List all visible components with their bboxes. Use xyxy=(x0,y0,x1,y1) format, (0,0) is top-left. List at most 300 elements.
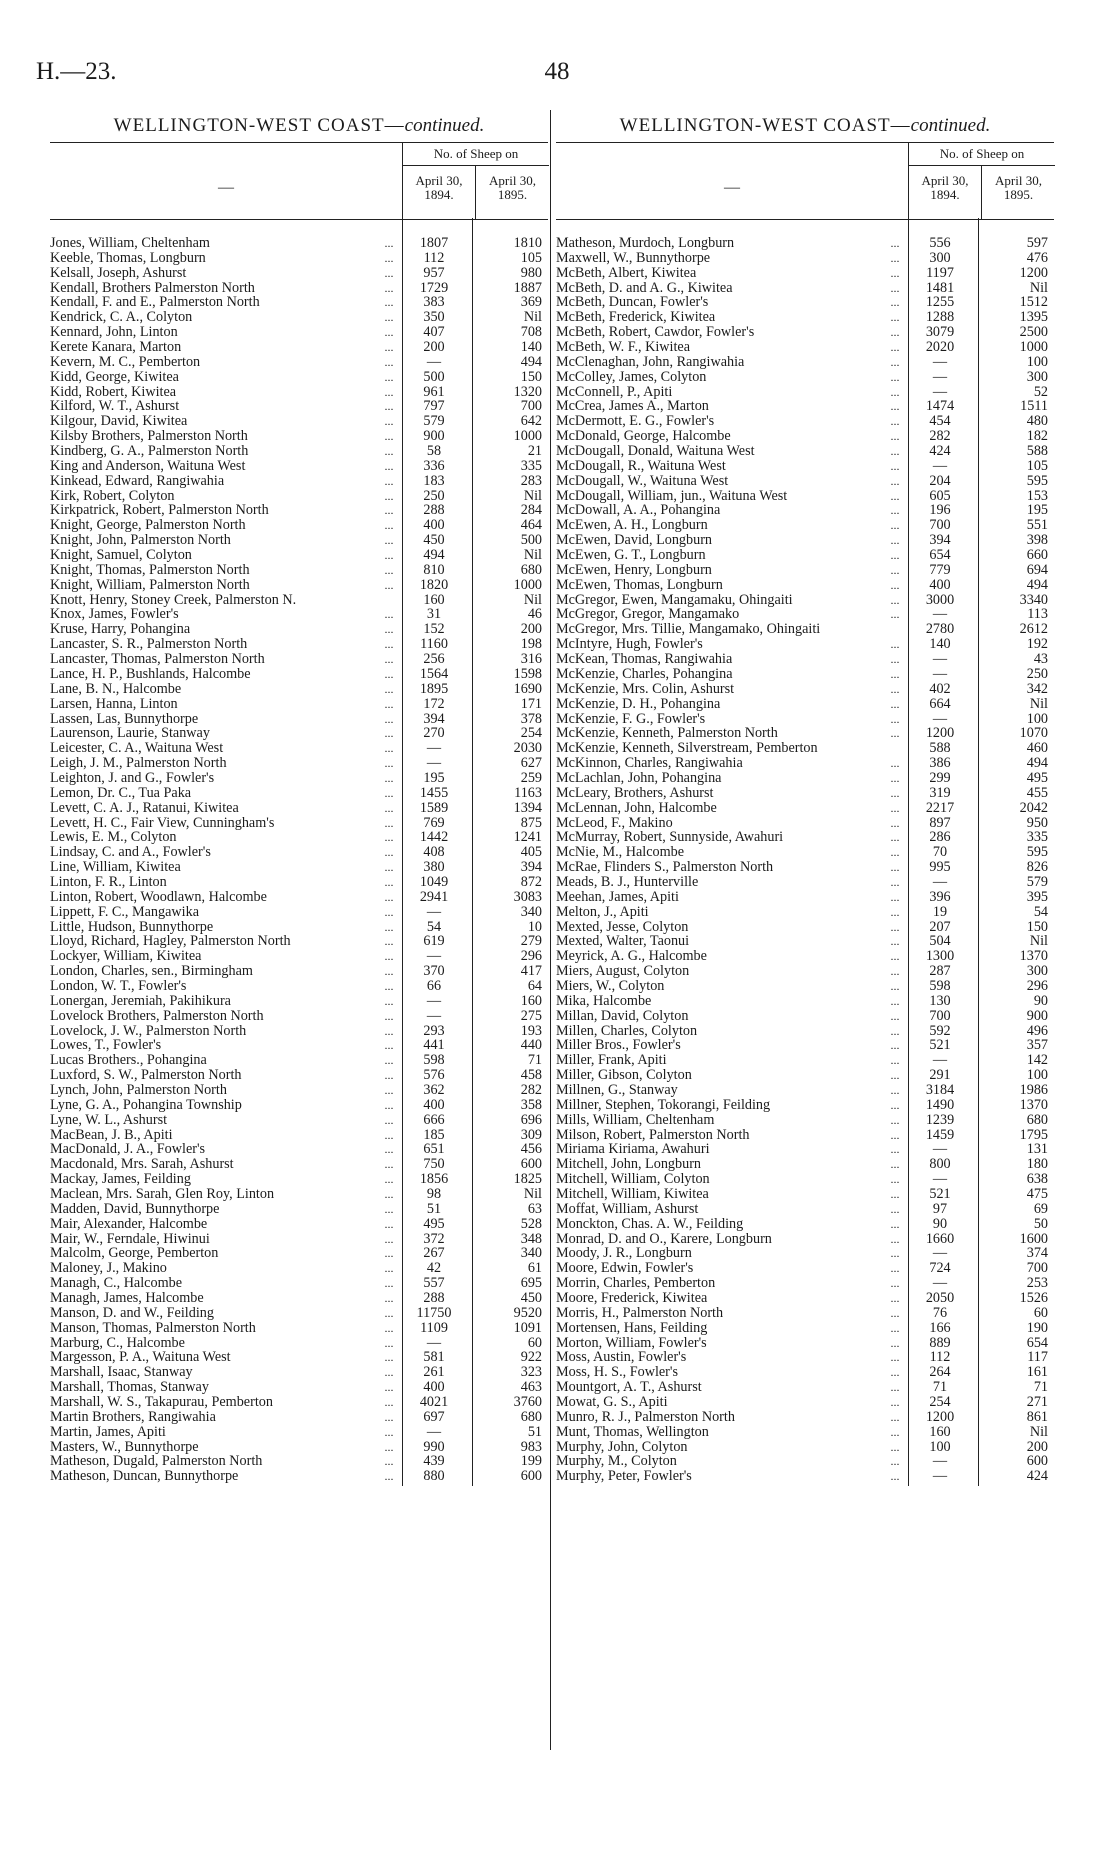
owner-name: Kilford, W. T., Ashurst xyxy=(50,399,180,415)
leader-dots: ... xyxy=(384,280,394,295)
leader-dots: ... xyxy=(384,369,394,384)
table-row xyxy=(556,1365,1054,1380)
sheep-1894: — xyxy=(932,1171,948,1188)
owner-name: Lippett, F. C., Mangawika xyxy=(50,904,199,920)
owner-name: Leicester, C. A., Waituna West xyxy=(50,741,224,757)
owner-name: Knight, Thomas, Palmerston North xyxy=(50,562,250,578)
owner-name: McLeod, F., Makino xyxy=(556,815,673,831)
sheep-1894: 407 xyxy=(423,324,445,341)
owner-name: Morton, William, Fowler's xyxy=(556,1335,707,1351)
table-row xyxy=(50,340,548,355)
table-row xyxy=(50,1038,548,1053)
owner-name: McKenzie, Mrs. Colin, Ashurst xyxy=(556,681,735,697)
sheep-1894: 724 xyxy=(929,1260,951,1277)
sheep-1894: 19 xyxy=(932,903,948,920)
sheep-1895: 3083 xyxy=(513,888,542,905)
table-row xyxy=(50,414,548,429)
owner-name: McEwen, Thomas, Longburn xyxy=(556,577,723,593)
leader-dots: ... xyxy=(384,1008,394,1023)
sheep-1894: 293 xyxy=(423,1022,445,1039)
owner-name: Jones, William, Cheltenham xyxy=(50,236,210,251)
sheep-1895: 3760 xyxy=(513,1394,542,1411)
owner-name: Murphy, John, Colyton xyxy=(556,1439,688,1455)
sheep-1895: 1511 xyxy=(1020,398,1048,415)
leader-dots: ... xyxy=(890,830,900,845)
sheep-1894: 3184 xyxy=(925,1081,955,1098)
table-row xyxy=(50,1350,548,1365)
sheep-1895: 1091 xyxy=(513,1319,542,1336)
sheep-1895: Nil xyxy=(1029,695,1048,712)
sheep-1895: 342 xyxy=(1026,680,1048,697)
owner-name: Maclean, Mrs. Sarah, Glen Roy, Linton xyxy=(50,1187,275,1202)
sheep-1894: — xyxy=(426,992,442,1009)
sheep-1895: 1163 xyxy=(514,784,542,801)
leader-dots: ... xyxy=(890,1216,900,1231)
leader-dots: ... xyxy=(890,1469,900,1484)
table-row xyxy=(556,1009,1054,1024)
owner-name: Maloney, J., Makino xyxy=(50,1261,167,1277)
leader-dots: ... xyxy=(384,1335,394,1350)
owner-name: Lowes, T., Fowler's xyxy=(50,1038,162,1054)
col-1894-header: April 30, 1894. xyxy=(921,173,969,202)
owner-name: Mexted, Jesse, Colyton xyxy=(556,919,689,935)
sheep-1895: 271 xyxy=(1026,1394,1048,1411)
sheep-1894: 2050 xyxy=(925,1290,955,1307)
sheep-1894: 58 xyxy=(426,443,442,460)
leader-dots: ... xyxy=(384,1127,394,1142)
owner-name: Lancaster, Thomas, Palmerston North xyxy=(50,652,265,667)
owner-name: Miller, Gibson, Colyton xyxy=(556,1068,692,1083)
sheep-1894: — xyxy=(932,710,948,727)
leader-dots: ... xyxy=(890,458,900,473)
leader-dots: ... xyxy=(384,1157,394,1172)
table-row xyxy=(556,1425,1054,1440)
leader-dots: ... xyxy=(384,860,394,875)
leader-dots: ... xyxy=(890,964,900,979)
sheep-1894: 1200 xyxy=(925,1408,955,1425)
sheep-1894: 1109 xyxy=(420,1319,448,1336)
column-rule xyxy=(978,218,979,1486)
sheep-1895: 54 xyxy=(1033,903,1048,920)
owner-name: Larsen, Hanna, Linton xyxy=(50,696,178,712)
table-row xyxy=(50,518,548,533)
sheep-1895: 826 xyxy=(1026,859,1048,876)
table-row xyxy=(50,1410,548,1425)
table-row xyxy=(556,474,1054,489)
sheep-1895: Nil xyxy=(523,309,542,326)
table-row xyxy=(50,667,548,682)
sheep-1895: 100 xyxy=(1026,1067,1048,1084)
sheep-1894: 1160 xyxy=(420,636,448,653)
owner-name: Kirk, Robert, Colyton xyxy=(50,488,175,504)
table-body xyxy=(556,236,1054,1484)
leader-dots: ... xyxy=(384,1068,394,1083)
table-row xyxy=(50,622,548,637)
table-row xyxy=(50,1321,548,1336)
sheep-1894: 1459 xyxy=(925,1126,955,1143)
owner-name: Leighton, J. and G., Fowler's xyxy=(50,770,215,786)
sheep-1894: 880 xyxy=(423,1468,445,1485)
sheep-1895: 872 xyxy=(520,873,542,890)
owner-name: McClenaghan, John, Rangiwahia xyxy=(556,354,745,370)
owner-name: Morrin, Charles, Pemberton xyxy=(556,1276,716,1292)
sheep-1895: 3340 xyxy=(1019,591,1048,608)
table-row xyxy=(556,1053,1054,1068)
sheep-1894: 521 xyxy=(929,1037,951,1054)
leader-dots: ... xyxy=(890,265,900,280)
owner-name: Mitchell, William, Kiwitea xyxy=(556,1187,709,1202)
leader-dots: ... xyxy=(384,1395,394,1410)
sheep-1895: 105 xyxy=(520,249,542,266)
table-row xyxy=(556,266,1054,281)
table-body xyxy=(50,236,548,1484)
sheep-1894: 454 xyxy=(929,413,951,430)
table-row xyxy=(556,994,1054,1009)
col-1894-header: April 30, 1894. xyxy=(415,173,463,202)
leader-dots: ... xyxy=(384,265,394,280)
name-column-header: — xyxy=(218,179,234,196)
table-row xyxy=(50,370,548,385)
table-row xyxy=(50,1009,548,1024)
sheep-1895: 9520 xyxy=(513,1304,542,1321)
sheep-1894: 556 xyxy=(929,235,951,251)
table-row xyxy=(556,607,1054,622)
table-row xyxy=(556,385,1054,400)
leader-dots: ... xyxy=(384,503,394,518)
sheep-1895: 340 xyxy=(520,903,542,920)
sheep-1894: 424 xyxy=(929,443,951,460)
sheep-1895: 708 xyxy=(520,324,542,341)
sheep-1894: — xyxy=(932,1468,948,1485)
owner-name: Monrad, D. and O., Karere, Longburn xyxy=(556,1231,772,1247)
owner-name: Madden, David, Bunnythorpe xyxy=(50,1201,220,1217)
table-row xyxy=(50,325,548,340)
leader-dots: ... xyxy=(890,874,900,889)
leader-dots: ... xyxy=(890,1350,900,1365)
sheep-1895: 300 xyxy=(1026,963,1048,980)
sheep-1895: 160 xyxy=(520,992,542,1009)
table-row xyxy=(50,756,548,771)
leader-dots: ... xyxy=(890,1305,900,1320)
leader-dots: ... xyxy=(890,562,900,577)
leader-dots: ... xyxy=(890,756,900,771)
sheep-1895: 1200 xyxy=(1019,264,1048,281)
table-row xyxy=(556,340,1054,355)
sheep-1895: 551 xyxy=(1026,517,1048,534)
sheep-1895: Nil xyxy=(1029,279,1048,296)
sheep-1894: — xyxy=(932,353,948,370)
sheep-1894: 362 xyxy=(423,1081,445,1098)
sheep-1894: 4021 xyxy=(419,1394,449,1411)
sheep-1895: 1810 xyxy=(513,235,542,251)
owner-name: Moffat, William, Ashurst xyxy=(556,1201,699,1217)
sheep-1895: 950 xyxy=(1026,814,1048,831)
sheep-1894: 1200 xyxy=(925,725,955,742)
sheep-1895: Nil xyxy=(523,1186,542,1202)
owner-name: McBeth, Albert, Kiwitea xyxy=(556,265,697,281)
table-row xyxy=(556,786,1054,801)
sheep-1894: 336 xyxy=(423,457,445,474)
leader-dots: ... xyxy=(890,384,900,399)
leader-dots: ... xyxy=(384,1424,394,1439)
owner-name: Kindberg, G. A., Palmerston North xyxy=(50,444,249,459)
sheep-1895: 463 xyxy=(520,1379,542,1396)
leader-dots: ... xyxy=(384,845,394,860)
sheep-1895: 456 xyxy=(520,1141,542,1158)
owner-name: McCrea, James A., Marton xyxy=(556,399,709,415)
table-row xyxy=(50,1336,548,1351)
table-row xyxy=(50,905,548,920)
leader-dots: ... xyxy=(384,458,394,473)
table-row xyxy=(556,801,1054,816)
owner-name: Knox, James, Fowler's xyxy=(50,607,179,623)
leader-dots: ... xyxy=(384,741,394,756)
sheep-1894: 51 xyxy=(426,1200,442,1217)
owner-name: Matheson, Duncan, Bunnythorpe xyxy=(50,1469,239,1485)
leader-dots: ... xyxy=(384,1305,394,1320)
owner-name: McConnell, P., Apiti xyxy=(556,384,673,400)
leader-dots: ... xyxy=(384,1231,394,1246)
owner-name: Murphy, M., Colyton xyxy=(556,1454,677,1470)
table-row xyxy=(556,756,1054,771)
leader-dots: ... xyxy=(890,1261,900,1276)
sheep-1895: 51 xyxy=(527,1423,542,1440)
table-row xyxy=(556,355,1054,370)
leader-dots: ... xyxy=(890,1172,900,1187)
leader-dots: ... xyxy=(890,1201,900,1216)
sheep-1894: 288 xyxy=(423,502,445,519)
sheep-1894: 394 xyxy=(929,532,951,549)
sheep-1894: 1895 xyxy=(419,680,449,697)
leader-dots: ... xyxy=(384,548,394,563)
sheep-1895: Nil xyxy=(523,487,542,504)
table-row xyxy=(50,1202,548,1217)
sheep-1895: 660 xyxy=(1026,547,1048,564)
owner-name: McKean, Thomas, Rangiwahia xyxy=(556,652,733,667)
sheep-1894: 651 xyxy=(423,1141,445,1158)
sheep-1894: 396 xyxy=(929,888,951,905)
sheep-1894: 183 xyxy=(423,472,445,489)
sheep-1895: 654 xyxy=(1026,1334,1048,1351)
sheep-1894: — xyxy=(932,1275,948,1292)
sheep-1894: 200 xyxy=(423,339,445,356)
sheep-1894: 112 xyxy=(423,249,445,266)
leader-dots: ... xyxy=(890,652,900,667)
sheep-1894: 995 xyxy=(929,859,951,876)
leader-dots: ... xyxy=(890,548,900,563)
sheep-1895: 1795 xyxy=(1019,1126,1048,1143)
sheep-1894: 961 xyxy=(423,383,445,400)
sheep-1895: 378 xyxy=(520,710,542,727)
sheep-1895: 171 xyxy=(520,695,542,712)
sheep-1894: 185 xyxy=(423,1126,445,1143)
group-header: No. of Sheep on xyxy=(403,143,549,166)
sheep-1895: 500 xyxy=(520,532,542,549)
sheep-1895: 980 xyxy=(520,264,542,281)
sheep-1895: 1395 xyxy=(1019,309,1048,326)
leader-dots: ... xyxy=(384,681,394,696)
sheep-1895: 600 xyxy=(520,1156,542,1173)
sheep-1895: 696 xyxy=(520,1111,542,1128)
sheep-1895: 52 xyxy=(1033,383,1048,400)
leader-dots: ... xyxy=(890,770,900,785)
sheep-1895: 395 xyxy=(1026,888,1048,905)
sheep-1894: 579 xyxy=(423,413,445,430)
sheep-1895: 579 xyxy=(1026,873,1048,890)
sheep-1894: 2941 xyxy=(419,888,449,905)
leader-dots: ... xyxy=(890,1246,900,1261)
owner-name: Kruse, Harry, Pohangina xyxy=(50,622,191,638)
table-row xyxy=(556,236,1054,251)
owner-name: Meads, B. J., Hunterville xyxy=(556,874,699,890)
sheep-1894: — xyxy=(932,383,948,400)
owner-name: Keeble, Thomas, Longburn xyxy=(50,250,206,266)
owner-name: McKenzie, Kenneth, Silverstream, Pemberton xyxy=(556,741,818,757)
leader-dots: ... xyxy=(890,815,900,830)
table-row xyxy=(50,1024,548,1039)
sheep-1895: 71 xyxy=(1033,1379,1048,1396)
sheep-1895: 335 xyxy=(1026,829,1048,846)
leader-dots: ... xyxy=(890,904,900,919)
sheep-1894: 2020 xyxy=(925,339,955,356)
table-left xyxy=(50,110,548,1484)
owner-name: McLeary, Brothers, Ashurst xyxy=(556,785,714,801)
sheep-1894: 288 xyxy=(423,1290,445,1307)
sheep-1895: 50 xyxy=(1033,1215,1048,1232)
sheep-1894: 598 xyxy=(929,977,951,994)
sheep-1894: 450 xyxy=(423,532,445,549)
owner-name: Mair, W., Ferndale, Hiwinui xyxy=(50,1231,210,1247)
sheep-1895: 64 xyxy=(527,977,542,994)
owner-name: Munt, Thomas, Wellington xyxy=(556,1424,709,1440)
table-row xyxy=(556,1157,1054,1172)
leader-dots: ... xyxy=(384,1097,394,1112)
sheep-1894: 372 xyxy=(423,1230,445,1247)
owner-name: McKenzie, D. H., Pohangina xyxy=(556,696,721,712)
owner-name: MacBean, J. B., Apiti xyxy=(50,1127,173,1143)
leader-dots: ... xyxy=(384,340,394,355)
owner-name: McIntyre, Hugh, Fowler's xyxy=(556,637,703,653)
sheep-1895: 358 xyxy=(520,1096,542,1113)
table-row xyxy=(556,860,1054,875)
table-row xyxy=(556,905,1054,920)
sheep-1895: 348 xyxy=(520,1230,542,1247)
owner-name: London, Charles, sen., Birmingham xyxy=(50,964,253,979)
leader-dots: ... xyxy=(890,1454,900,1469)
sheep-1895: 1000 xyxy=(1019,339,1048,356)
owner-name: McLachlan, John, Pohangina xyxy=(556,770,722,786)
table-row xyxy=(50,1469,548,1484)
sheep-1895: 193 xyxy=(520,1022,542,1039)
leader-dots: ... xyxy=(384,1409,394,1424)
table-row xyxy=(50,1068,548,1083)
leader-dots: ... xyxy=(384,577,394,592)
sheep-1894: 66 xyxy=(426,977,442,994)
sheep-1894: 576 xyxy=(423,1067,445,1084)
sheep-1895: 195 xyxy=(1026,502,1048,519)
owner-name: Knight, George, Palmerston North xyxy=(50,518,246,534)
sheep-1895: 374 xyxy=(1026,1245,1048,1262)
table-row xyxy=(556,1395,1054,1410)
table-row xyxy=(50,1187,548,1202)
owner-name: McBeth, Frederick, Kiwitea xyxy=(556,310,716,326)
leader-dots: ... xyxy=(890,1053,900,1068)
owner-name: Murphy, Peter, Fowler's xyxy=(556,1469,692,1485)
leader-dots: ... xyxy=(384,978,394,993)
table-row xyxy=(556,1336,1054,1351)
owner-name: Lyne, W. L., Ashurst xyxy=(50,1112,168,1128)
owner-name: Kidd, George, Kiwitea xyxy=(50,369,179,385)
table-row xyxy=(556,548,1054,563)
sheep-1895: 150 xyxy=(520,368,542,385)
sheep-1895: 694 xyxy=(1026,561,1048,578)
owner-name: Masters, W., Bunnythorpe xyxy=(50,1439,199,1455)
sheep-1894: 1255 xyxy=(925,294,955,311)
sheep-1894: 897 xyxy=(929,814,951,831)
table-row xyxy=(50,281,548,296)
leader-dots: ... xyxy=(890,354,900,369)
sheep-1895: 60 xyxy=(527,1334,542,1351)
sheep-1894: — xyxy=(426,1423,442,1440)
table-row xyxy=(556,1038,1054,1053)
table-row xyxy=(556,1024,1054,1039)
leader-dots: ... xyxy=(384,993,394,1008)
sheep-1894: 494 xyxy=(423,547,445,564)
sheep-1894: 166 xyxy=(929,1319,951,1336)
sheep-1894: 666 xyxy=(423,1111,445,1128)
sheep-1895: 2500 xyxy=(1019,324,1048,341)
owner-name: Millan, David, Colyton xyxy=(556,1008,689,1024)
sheep-1895: 254 xyxy=(520,725,542,742)
sheep-1894: 386 xyxy=(929,755,951,772)
table-row xyxy=(50,459,548,474)
leader-dots: ... xyxy=(384,1172,394,1187)
sheep-1895: 199 xyxy=(520,1453,542,1470)
sheep-1894: 54 xyxy=(426,918,442,935)
page-reference: H.—23. xyxy=(36,58,117,85)
sheep-1894: 196 xyxy=(929,502,951,519)
owner-name: Lewis, E. M., Colyton xyxy=(50,830,177,846)
owner-name: Lonergan, Jeremiah, Pakihikura xyxy=(50,993,231,1009)
sheep-1895: 1320 xyxy=(513,383,542,400)
sheep-1894: — xyxy=(426,903,442,920)
sheep-1895: 100 xyxy=(1026,353,1048,370)
sheep-1894: 160 xyxy=(929,1423,951,1440)
sheep-1895: 113 xyxy=(1027,606,1048,623)
table-row xyxy=(556,310,1054,325)
owner-name: Kendall, Brothers Palmerston North xyxy=(50,280,255,296)
owner-name: McKenzie, F. G., Fowler's xyxy=(556,711,706,727)
owner-name: Marshall, W. S., Takapurau, Pemberton xyxy=(50,1395,273,1410)
sheep-1895: 142 xyxy=(1026,1052,1048,1069)
owner-name: Mexted, Walter, Taonui xyxy=(556,934,690,950)
leader-dots: ... xyxy=(890,1439,900,1454)
sheep-1895: 1825 xyxy=(513,1171,542,1188)
leader-dots: ... xyxy=(384,964,394,979)
table-row xyxy=(50,533,548,548)
table-row xyxy=(556,281,1054,296)
sheep-1894: 282 xyxy=(929,428,951,445)
owner-name: Manson, D. and W., Feilding xyxy=(50,1305,214,1321)
leader-dots: ... xyxy=(384,815,394,830)
sheep-1894: — xyxy=(932,457,948,474)
table-row xyxy=(50,444,548,459)
sheep-1895: 296 xyxy=(520,948,542,965)
sheep-1895: 190 xyxy=(1026,1319,1048,1336)
table-row xyxy=(556,845,1054,860)
leader-dots: ... xyxy=(890,845,900,860)
sheep-1895: 369 xyxy=(520,294,542,311)
